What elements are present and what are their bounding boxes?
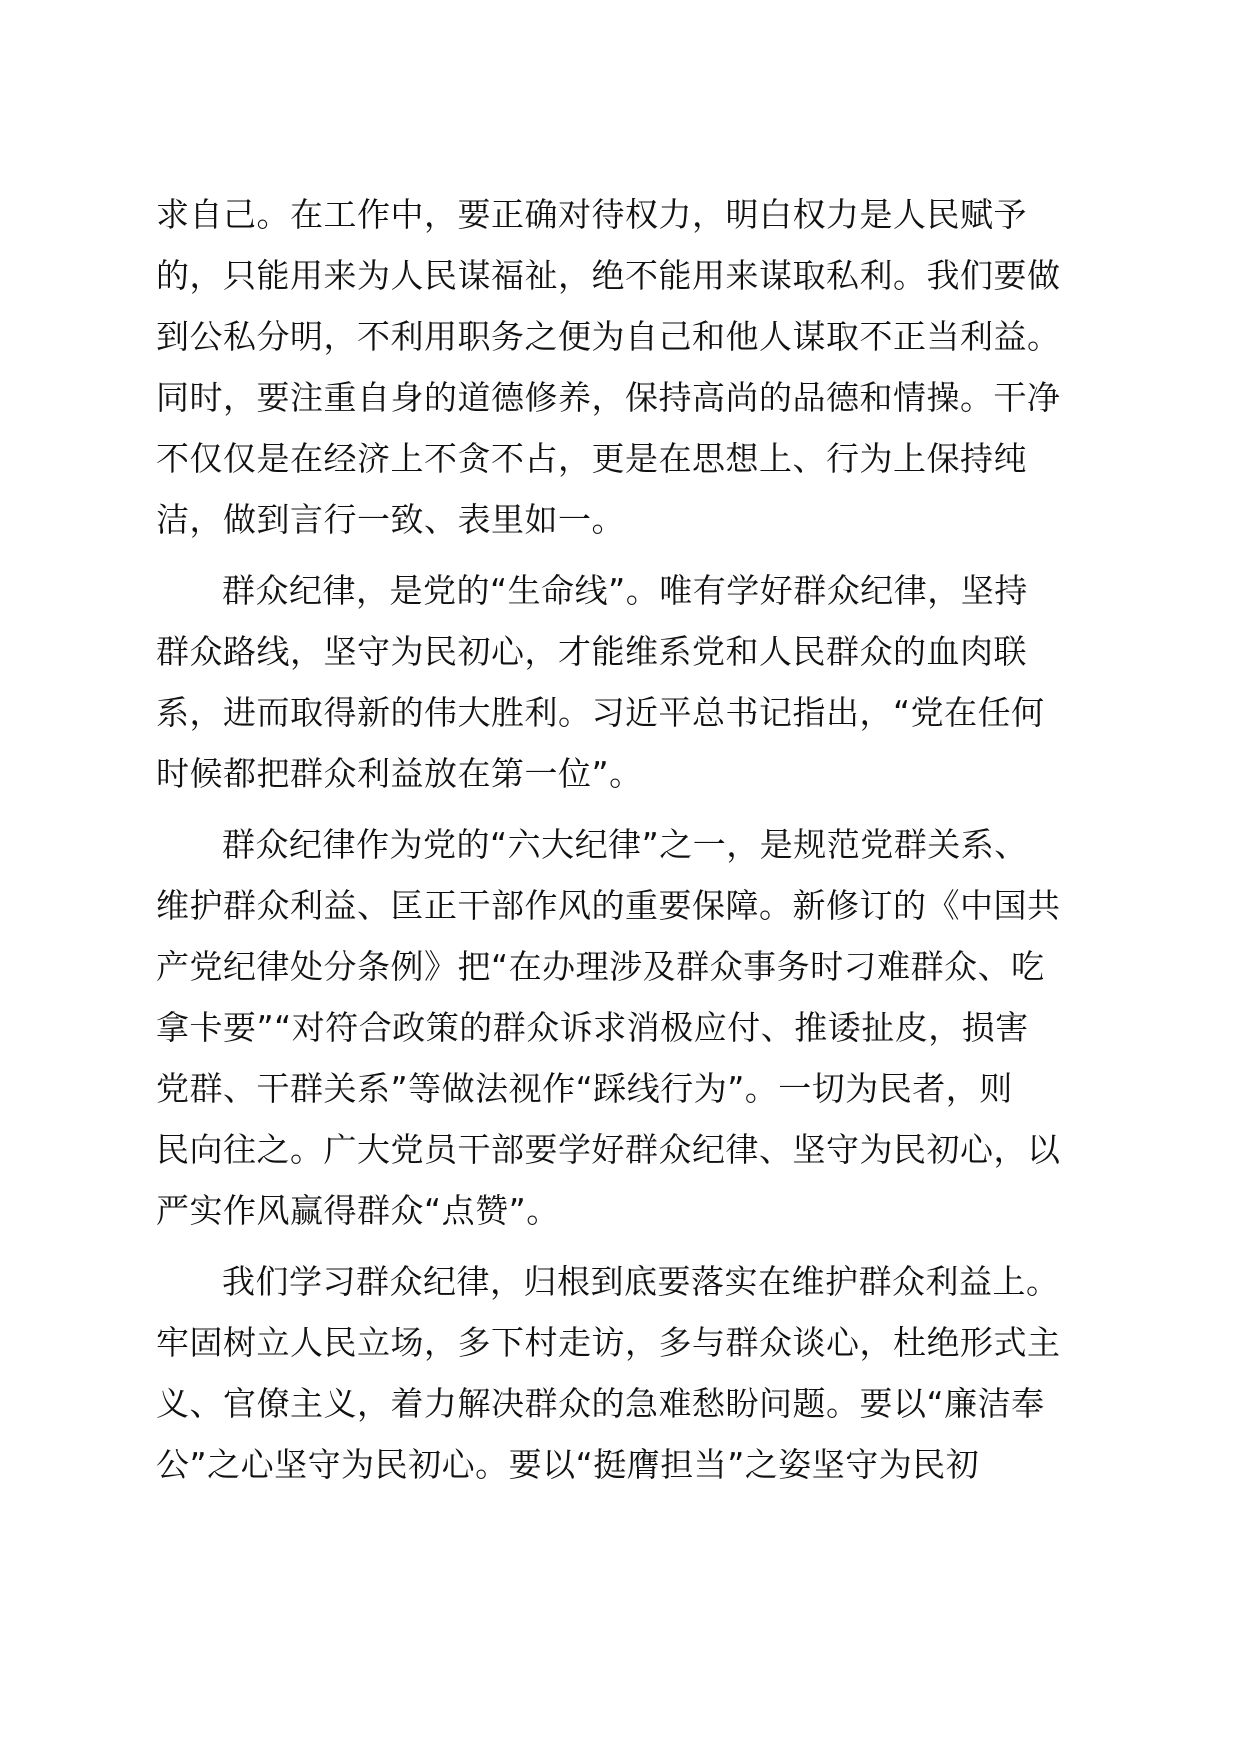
text-line: 民向往之。广大党员干部要学好群众纪律、坚守为民初心，以 bbox=[156, 1130, 1061, 1169]
paragraph-2 bbox=[156, 560, 1086, 804]
text-line: 产党纪律处分条例》把“在办理涉及群众事务时刁难群众、吃 bbox=[156, 947, 1045, 986]
text-line: 拿卡要”“对符合政策的群众诉求消极应付、推诿扯皮，损害 bbox=[156, 1008, 1029, 1047]
text-line: 不仅仅是在经济上不贪不占，更是在思想上、行为上保持纯 bbox=[156, 439, 1027, 478]
text-line: 时候都把群众利益放在第一位”。 bbox=[156, 754, 643, 793]
text-line: 到公私分明，不利用职务之便为自己和他人谋取不正当利益。 bbox=[156, 317, 1061, 356]
paragraph-gap bbox=[156, 550, 1086, 560]
text-line: 维护群众利益、匡正干部作风的重要保障。新修订的《中国共 bbox=[156, 886, 1061, 925]
text-line: 党群、干群关系”等做法视作“踩线行为”。一切为民者，则 bbox=[156, 1069, 1013, 1108]
text-line: 的，只能用来为人民谋福祉，绝不能用来谋取私利。我们要做 bbox=[156, 256, 1061, 295]
paragraph-1 bbox=[156, 184, 1086, 550]
text-line: 义、官僚主义，着力解决群众的急难愁盼问题。要以“廉洁奉 bbox=[156, 1384, 1045, 1423]
text-line: 洁，做到言行一致、表里如一。 bbox=[156, 500, 625, 539]
text-line: 求自己。在工作中，要正确对待权力，明白权力是人民赋予 bbox=[156, 195, 1027, 234]
text-line: 群众路线，坚守为民初心，才能维系党和人民群众的血肉联 bbox=[156, 632, 1027, 671]
paragraph-3 bbox=[156, 814, 1086, 1241]
paragraph-4 bbox=[156, 1251, 1086, 1495]
text-line: 群众纪律作为党的“六大纪律”之一，是规范党群关系、 bbox=[222, 825, 1028, 864]
text-line: 我们学习群众纪律，归根到底要落实在维护群众利益上。 bbox=[222, 1262, 1060, 1301]
paragraph-gap bbox=[156, 804, 1086, 814]
text-line: 同时，要注重自身的道德修养，保持高尚的品德和情操。干净 bbox=[156, 378, 1061, 417]
text-line: 群众纪律，是党的“生命线”。唯有学好群众纪律，坚持 bbox=[222, 571, 1028, 610]
text-line: 系，进而取得新的伟大胜利。习近平总书记指出，“党在任何 bbox=[156, 693, 1045, 732]
text-line: 牢固树立人民立场，多下村走访，多与群众谈心，杜绝形式主 bbox=[156, 1323, 1061, 1362]
text-line: 严实作风赢得群众“点赞”。 bbox=[156, 1191, 560, 1230]
body-text bbox=[156, 184, 1086, 1495]
text-line: 公”之心坚守为民初心。要以“挺膺担当”之姿坚守为民初 bbox=[156, 1445, 980, 1484]
paragraph-gap bbox=[156, 1241, 1086, 1251]
